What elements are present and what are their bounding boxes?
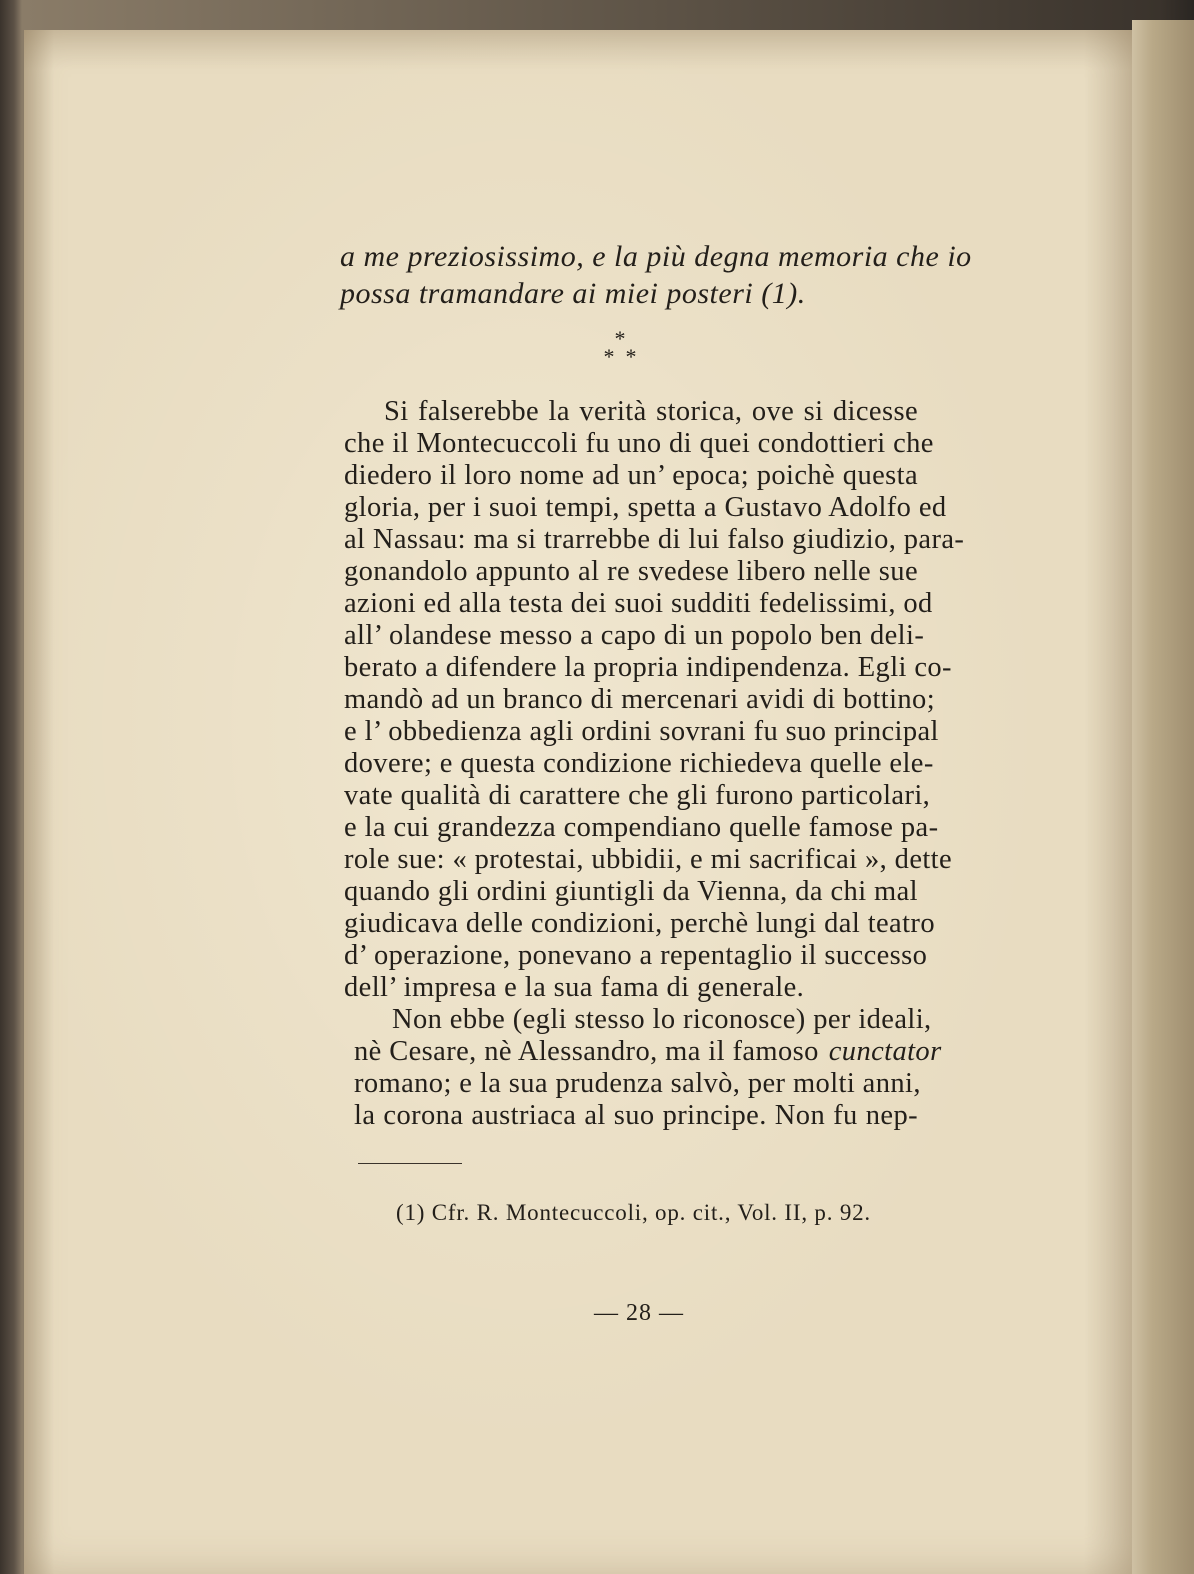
page-number: — 28 — [594, 1300, 684, 1326]
top-line-1: a me preziosissimo, e la più degna memoria che io [340, 240, 972, 273]
paragraph-2-line: romano; e la sua prudenza salvò, per molti anni, [354, 1068, 921, 1099]
paragraph-1-line: mandò ad un branco di mercenari avidi di bottino; [344, 684, 936, 715]
paragraph-1-line: dell’ impresa e la sua fama di generale. [344, 972, 805, 1003]
paragraph-1-line: e la cui grandezza compendiano quelle famose pa- [344, 812, 939, 843]
paragraph-1-line: diedero il loro nome ad un’ epoca; poichè questa [344, 460, 918, 491]
paragraph-1-line: all’ olandese messo a capo di un popolo ben deli- [344, 620, 925, 651]
paragraph-1-line: Si falserebbe la verità storica, ove si dicesse [384, 396, 918, 427]
paragraph-1-line: e l’ obbedienza agli ordini sovrani fu suo principal [344, 716, 939, 747]
asterism-divider: * * * [603, 326, 637, 369]
paragraph-1-line: dovere; e questa condizione richiedeva quelle ele- [344, 748, 934, 779]
paragraph-1-line: berato a difendere la propria indipendenza. Egli co- [344, 652, 952, 683]
adjacent-page-edge [1132, 20, 1194, 1574]
paragraph-1-line: gonandolo appunto al re svedese libero nelle sue [344, 556, 918, 587]
top-line-2: possa tramandare ai miei posteri (1). [340, 277, 806, 310]
paragraph-2-line: Non ebbe (egli stesso lo riconosce) per ideali, [392, 1004, 932, 1035]
paragraph-1-line: che il Montecuccoli fu uno di quei condottieri che [344, 428, 934, 459]
paragraph-1-line: d’ operazione, ponevano a repentaglio il successo [344, 940, 928, 971]
paragraph-1-line: gloria, per i suoi tempi, spetta a Gustavo Adolfo ed [344, 492, 947, 523]
paragraph-1-line: role sue: « protestai, ubbidii, e mi sacrificai », dette [344, 844, 953, 875]
paragraph-2-line: la corona austriaca al suo principe. Non fu nep- [354, 1100, 918, 1131]
footnote: (1) Cfr. R. Montecuccoli, op. cit., Vol. II, p. 92. [396, 1200, 871, 1225]
paragraph-1-line: azioni ed alla testa dei suoi sudditi fedelissimi, od [344, 588, 933, 619]
footnote-rule [358, 1163, 462, 1164]
paragraph-1-line: quando gli ordini giuntigli da Vienna, da chi mal [344, 876, 918, 907]
paragraph-1-line: al Nassau: ma si trarrebbe di lui falso giudizio, para- [344, 524, 965, 555]
paragraph-1-line: giudicava delle condizioni, perchè lungi dal teatro [344, 908, 935, 939]
paragraph-1-line: vate qualità di carattere che gli furono particolari, [344, 780, 931, 811]
cunctator-italic: cunctator [828, 1036, 942, 1067]
paragraph-2-line [354, 1036, 942, 1068]
paragraph-2-line2-text: nè Cesare, nè Alessandro, ma il famoso [354, 1036, 819, 1067]
